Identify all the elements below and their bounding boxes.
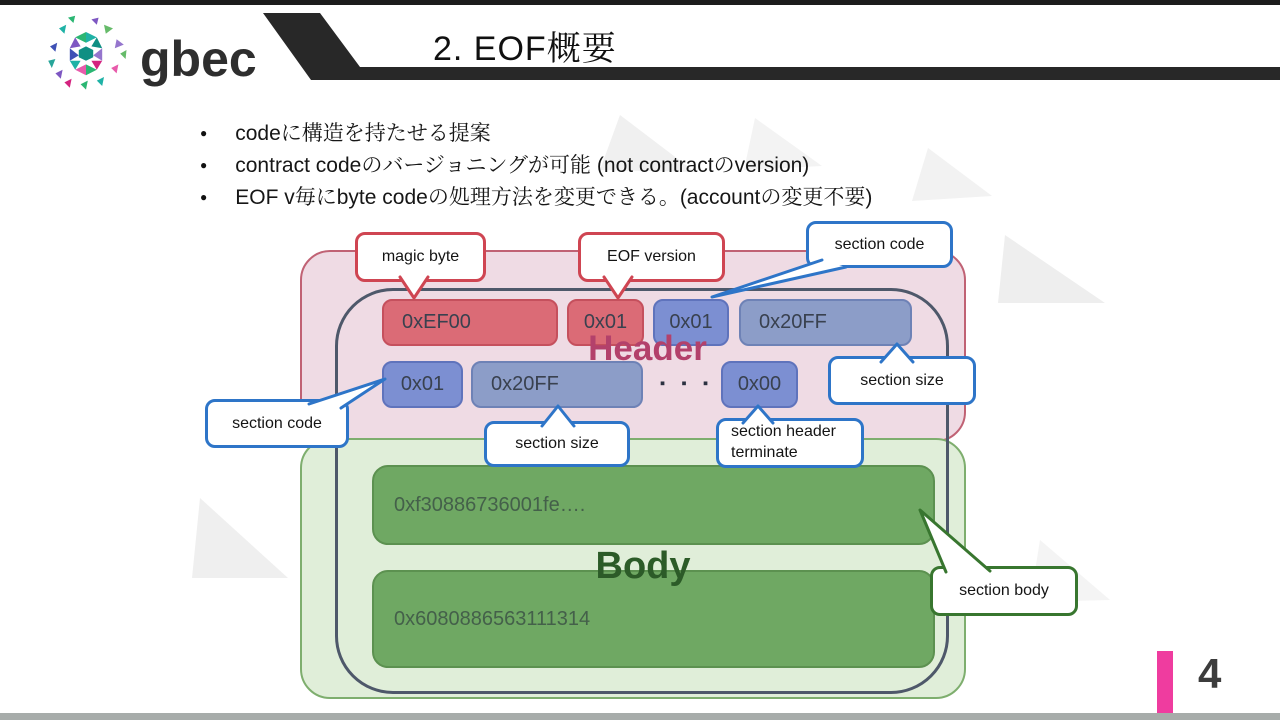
body-label: Body <box>595 545 691 587</box>
bullet-item <box>200 181 872 213</box>
magic-byte-box: 0xEF00 <box>382 299 558 346</box>
bullet-text: codeに構造を持たせる提案 <box>235 122 491 145</box>
section-size-box-2: 0x20FF <box>471 361 643 408</box>
header-label: Header <box>588 329 707 368</box>
bullet-dot-icon: ● <box>200 190 208 204</box>
section-code-box-2: 0x01 <box>382 361 463 408</box>
section-size-box-1: 0x20FF <box>739 299 912 346</box>
section-code-box-1: 0x01 <box>653 299 729 346</box>
body-section-box-1: 0xf30886736001fe…. <box>372 465 935 545</box>
logo-wordmark: gbec <box>140 31 257 87</box>
top-edge-bar <box>0 0 1280 5</box>
callout-section-code-top: section code <box>806 221 953 268</box>
page-title: 2. EOF概要 <box>433 30 617 68</box>
bullet-list <box>200 117 872 213</box>
gbec-logo-icon <box>36 14 136 104</box>
callout-eof-version: EOF version <box>578 232 725 282</box>
callout-section-size-right: section size <box>828 356 976 405</box>
section-terminate-box: 0x00 <box>721 361 798 408</box>
bottom-edge-bar <box>0 713 1280 720</box>
body-section-box-2: 0x6080886563111314 <box>372 570 935 668</box>
bullet-item <box>200 149 872 181</box>
bullet-dot-icon: ● <box>200 158 208 172</box>
logo <box>36 12 266 102</box>
ellipsis-dots: ▪ ▪ ▪ <box>659 374 715 392</box>
eof-version-box: 0x01 <box>567 299 644 346</box>
bullet-item <box>200 117 872 149</box>
bullet-dot-icon: ● <box>200 126 208 140</box>
callout-section-body: section body <box>930 566 1078 616</box>
callout-magic-byte: magic byte <box>355 232 486 282</box>
page-number: 4 <box>1198 650 1222 697</box>
callout-section-header-terminate: section header terminate <box>716 418 864 468</box>
page-accent-bar <box>1157 651 1173 713</box>
callout-section-size-bottom: section size <box>484 421 630 467</box>
bullet-text: EOF v毎にbyte codeの処理方法を変更できる。(accountの変更不要) <box>235 186 873 209</box>
callout-section-code-left: section code <box>205 399 349 448</box>
bullet-text: contract codeのバージョニングが可能 (not contractのversion) <box>235 154 810 177</box>
